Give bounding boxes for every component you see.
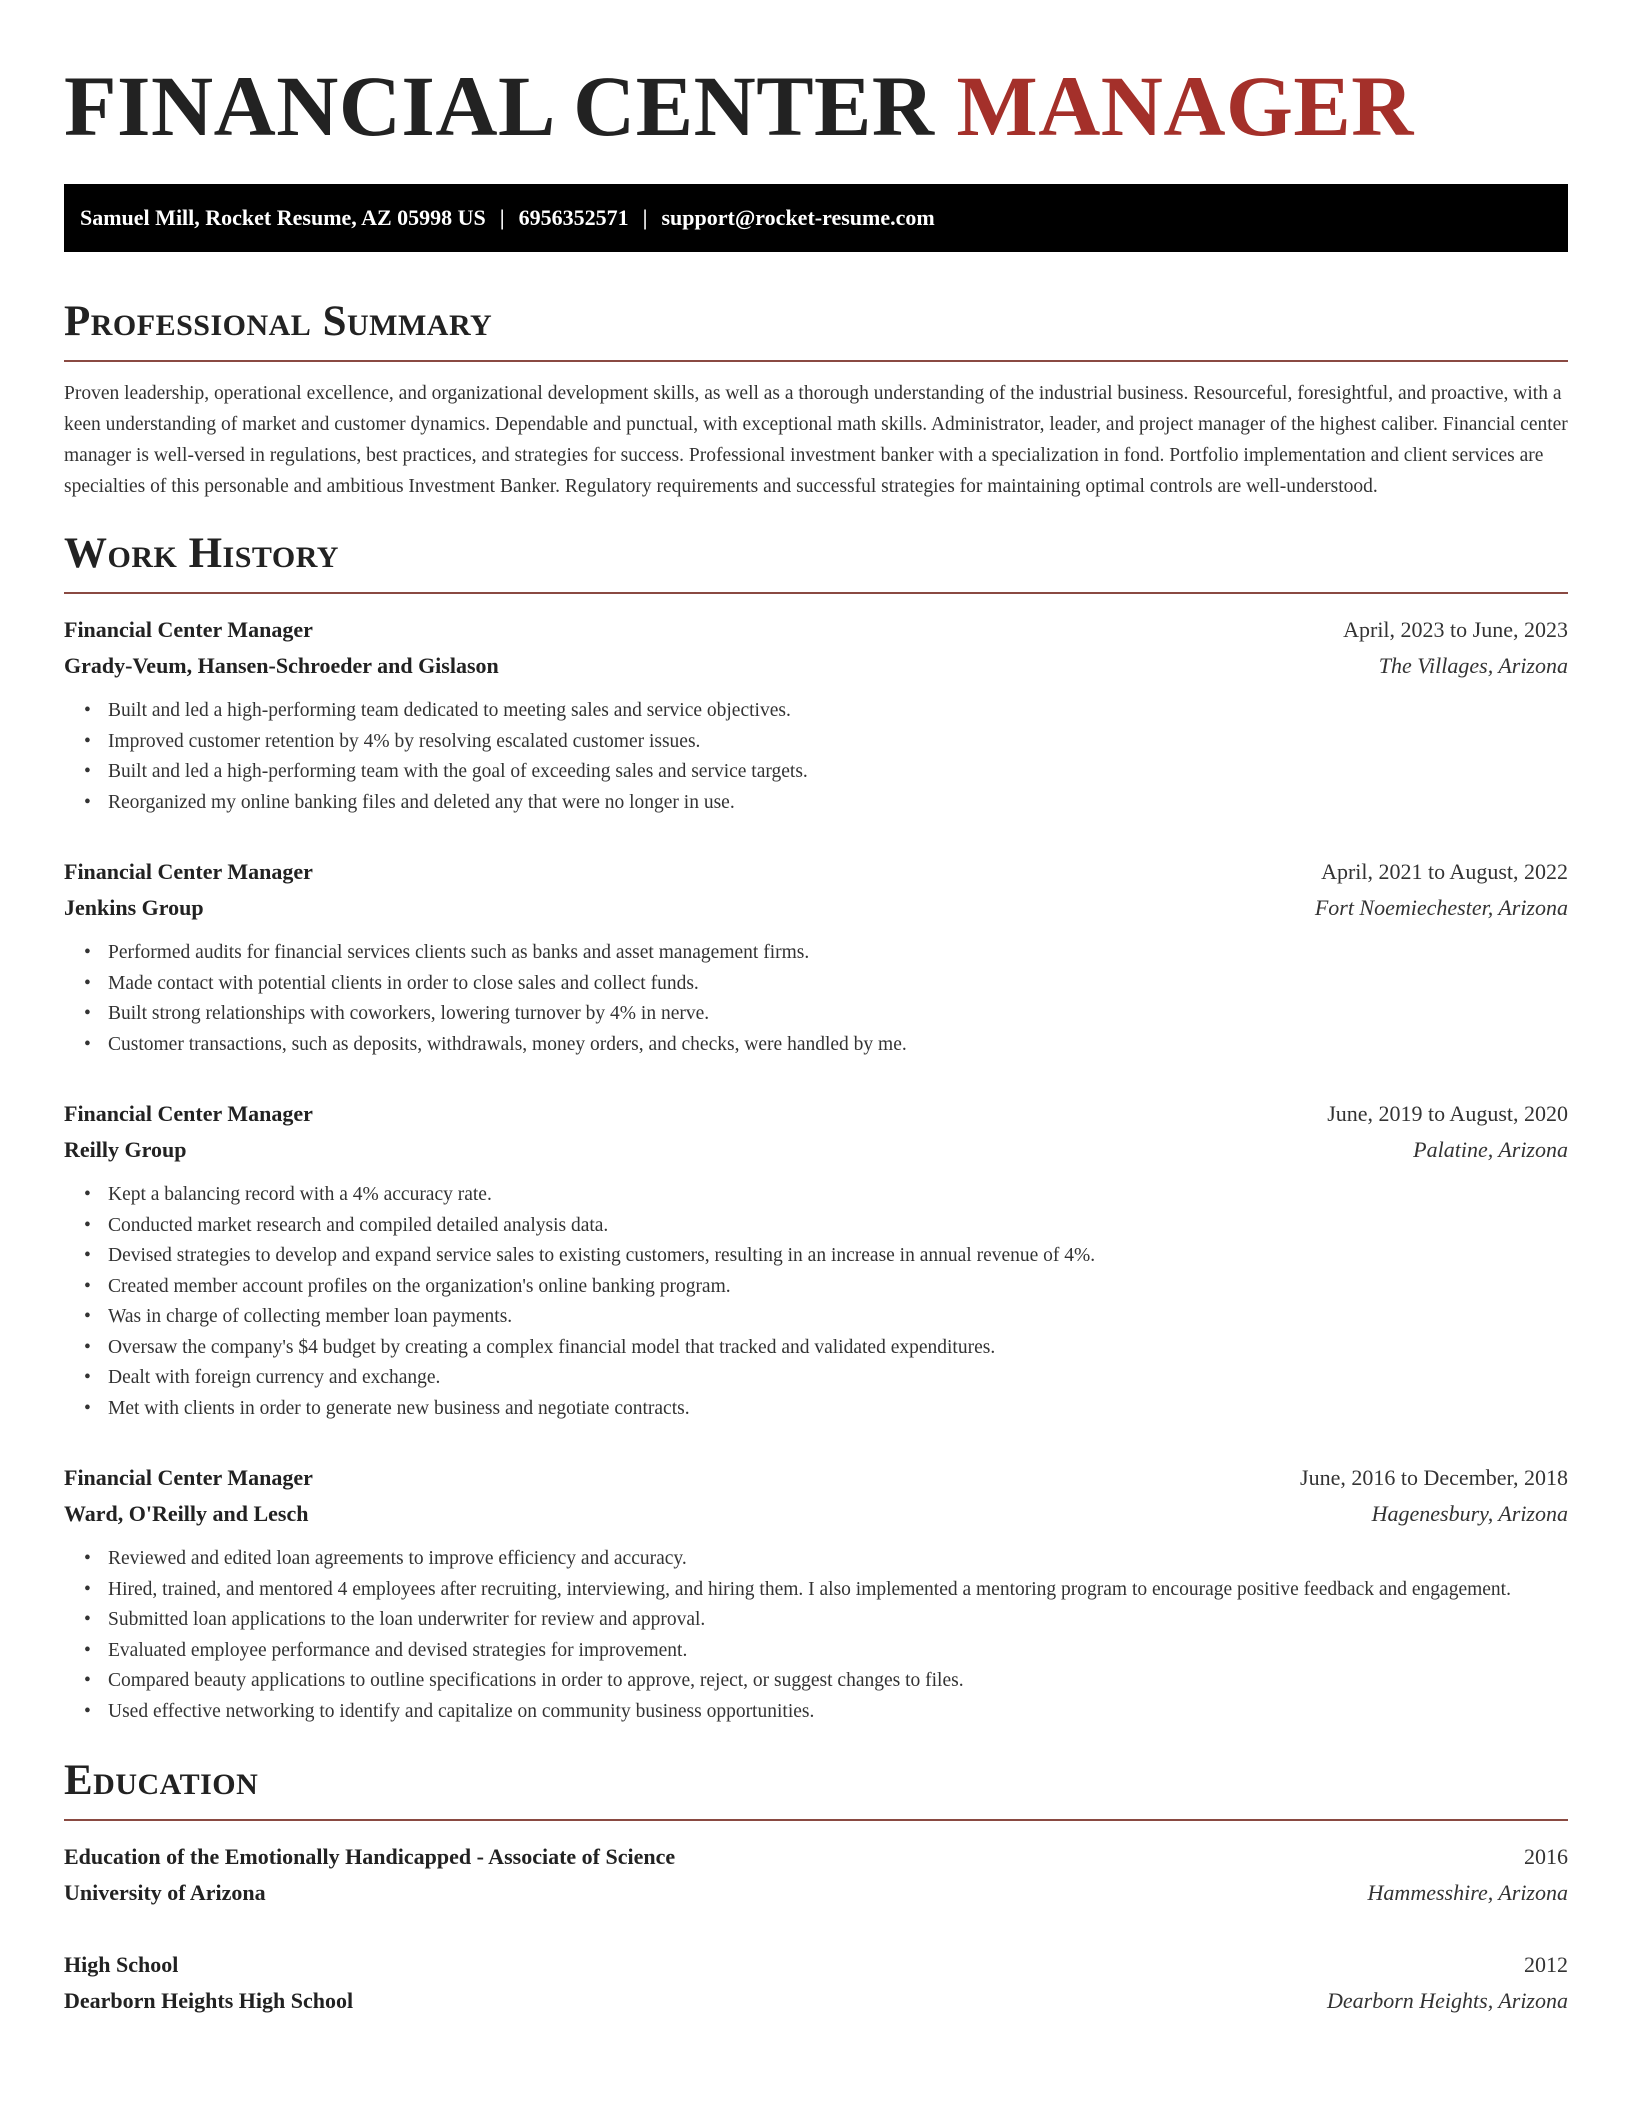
education-entry bbox=[64, 1947, 1568, 2019]
job-bullet: • Met with clients in order to generate new business and negotiate contracts. bbox=[108, 1394, 1568, 1425]
jobs-list bbox=[64, 612, 1568, 1727]
job-bullet: • Customer transactions, such as deposits, withdrawals, money orders, and checks, were handled by me. bbox=[108, 1030, 1568, 1061]
job-location: Fort Noemiechester, Arizona bbox=[1314, 895, 1568, 920]
job-title: Financial Center Manager bbox=[64, 617, 313, 642]
education-location: Hammesshire, Arizona bbox=[1367, 1880, 1568, 1905]
education-degree: Education of the Emotionally Handicapped - Associate of Science bbox=[64, 1844, 676, 1869]
job-company: Reilly Group bbox=[64, 1137, 187, 1162]
job-bullet: • Hired, trained, and mentored 4 employees after recruiting, interviewing, and hiring them. I also implemented a mentoring program to encourage positive feedback and engagement. bbox=[108, 1575, 1568, 1606]
job-company: Jenkins Group bbox=[64, 895, 204, 920]
job-bullets bbox=[64, 1544, 1568, 1727]
section-divider bbox=[64, 592, 1568, 594]
job-bullet: • Created member account profiles on the organization's online banking program. bbox=[108, 1272, 1568, 1303]
job-bullets bbox=[64, 696, 1568, 818]
section-divider bbox=[64, 360, 1568, 362]
contact-address: Samuel Mill, Rocket Resume, AZ 05998 US bbox=[80, 205, 486, 230]
job-entry bbox=[64, 612, 1568, 818]
job-bullet: • Used effective networking to identify and capitalize on community business opportunities. bbox=[108, 1697, 1568, 1728]
job-bullet: • Performed audits for financial services clients such as banks and asset management firms. bbox=[108, 938, 1568, 969]
job-bullet: • Evaluated employee performance and devised strategies for improvement. bbox=[108, 1636, 1568, 1667]
job-bullet: • Submitted loan applications to the loan underwriter for review and approval. bbox=[108, 1605, 1568, 1636]
education-school: Dearborn Heights High School bbox=[64, 1988, 354, 2013]
contact-bar bbox=[64, 184, 1568, 252]
job-title: Financial Center Manager bbox=[64, 859, 313, 884]
education-entry bbox=[64, 1839, 1568, 1911]
job-location: Hagenesbury, Arizona bbox=[1371, 1501, 1568, 1526]
job-bullet: • Built strong relationships with coworkers, lowering turnover by 4% in nerve. bbox=[108, 999, 1568, 1030]
job-title: Financial Center Manager bbox=[64, 1465, 313, 1490]
job-bullet: • Reorganized my online banking files and deleted any that were no longer in use. bbox=[108, 788, 1568, 819]
job-bullet: • Built and led a high-performing team dedicated to meeting sales and service objectives. bbox=[108, 696, 1568, 727]
job-bullet: • Compared beauty applications to outline specifications in order to approve, reject, or suggest changes to files. bbox=[108, 1666, 1568, 1697]
education-year: 2016 bbox=[1524, 1844, 1568, 1869]
job-bullet: • Dealt with foreign currency and exchange. bbox=[108, 1363, 1568, 1394]
job-company: Ward, O'Reilly and Lesch bbox=[64, 1501, 309, 1526]
job-dates: April, 2021 to August, 2022 bbox=[1321, 859, 1568, 884]
job-bullet: • Conducted market research and compiled detailed analysis data. bbox=[108, 1211, 1568, 1242]
contact-phone: 6956352571 bbox=[518, 205, 629, 230]
job-bullet: • Made contact with potential clients in order to close sales and collect funds. bbox=[108, 969, 1568, 1000]
job-bullet: • Devised strategies to develop and expand service sales to existing customers, resulting in an increase in annual revenue of 4%. bbox=[108, 1241, 1568, 1272]
education-section bbox=[64, 1755, 1568, 2019]
job-title-row bbox=[64, 854, 1568, 890]
job-dates: June, 2016 to December, 2018 bbox=[1300, 1465, 1568, 1490]
job-company-row bbox=[64, 1496, 1568, 1532]
title-main: FINANCIAL CENTER bbox=[64, 58, 935, 154]
job-company-row bbox=[64, 890, 1568, 926]
summary-text: Proven leadership, operational excellence, and organizational development skills, as well as a thorough understanding of the industrial business. Resourceful, foresightful, and proactive, with a keen understanding of market and customer dynamics. Dependable and punctual, with exceptional math skills. Administrator, leader, and project manager of the highest caliber. Financial center manager is well-versed in regulations, best practices, and strategies for success. Professional investment banker with a specialization in fond. Portfolio implementation and client services are specialties of this personable and ambitious Investment Banker. Regulatory requirements and successful strategies for maintaining optimal controls are well-understood. bbox=[64, 383, 1568, 497]
section-divider bbox=[64, 1819, 1568, 1821]
education-heading: Education bbox=[64, 1757, 259, 1804]
job-company: Grady-Veum, Hansen-Schroeder and Gislason bbox=[64, 653, 499, 678]
job-company-row bbox=[64, 1132, 1568, 1168]
education-school-row bbox=[64, 1875, 1568, 1911]
job-location: Palatine, Arizona bbox=[1413, 1137, 1568, 1162]
job-bullet: • Improved customer retention by 4% by resolving escalated customer issues. bbox=[108, 727, 1568, 758]
job-bullets bbox=[64, 1180, 1568, 1424]
education-degree-row bbox=[64, 1947, 1568, 1983]
job-entry bbox=[64, 1460, 1568, 1727]
contact-separator: | bbox=[642, 205, 648, 230]
job-title: Financial Center Manager bbox=[64, 1101, 313, 1126]
job-bullet: • Reviewed and edited loan agreements to improve efficiency and accuracy. bbox=[108, 1544, 1568, 1575]
job-entry bbox=[64, 1096, 1568, 1424]
job-location: The Villages, Arizona bbox=[1378, 653, 1568, 678]
job-bullet: • Kept a balancing record with a 4% accuracy rate. bbox=[108, 1180, 1568, 1211]
education-location: Dearborn Heights, Arizona bbox=[1327, 1988, 1568, 2013]
job-bullet: • Oversaw the company's $4 budget by creating a complex financial model that tracked and validated expenditures. bbox=[108, 1333, 1568, 1364]
job-title-row bbox=[64, 1096, 1568, 1132]
job-company-row bbox=[64, 648, 1568, 684]
summary-heading: Professional Summary bbox=[64, 298, 493, 345]
education-list bbox=[64, 1839, 1568, 2019]
job-bullets bbox=[64, 938, 1568, 1060]
education-year: 2012 bbox=[1524, 1952, 1568, 1977]
contact-separator: | bbox=[499, 205, 505, 230]
job-bullet: • Was in charge of collecting member loan payments. bbox=[108, 1302, 1568, 1333]
work-history-section bbox=[64, 528, 1568, 1727]
education-school-row bbox=[64, 1983, 1568, 2019]
job-dates: June, 2019 to August, 2020 bbox=[1327, 1101, 1568, 1126]
education-degree-row bbox=[64, 1839, 1568, 1875]
work-history-heading: Work History bbox=[64, 530, 339, 577]
education-degree: High School bbox=[64, 1952, 179, 1977]
job-title-row bbox=[64, 612, 1568, 648]
education-school: University of Arizona bbox=[64, 1880, 266, 1905]
job-dates: April, 2023 to June, 2023 bbox=[1343, 617, 1568, 642]
title-accent: MANAGER bbox=[956, 58, 1414, 154]
job-bullet: • Built and led a high-performing team with the goal of exceeding sales and service targets. bbox=[108, 757, 1568, 788]
summary-section bbox=[64, 296, 1568, 502]
job-title-row bbox=[64, 1460, 1568, 1496]
contact-email: support@rocket-resume.com bbox=[661, 205, 935, 230]
page-title bbox=[64, 56, 1568, 156]
job-entry bbox=[64, 854, 1568, 1060]
